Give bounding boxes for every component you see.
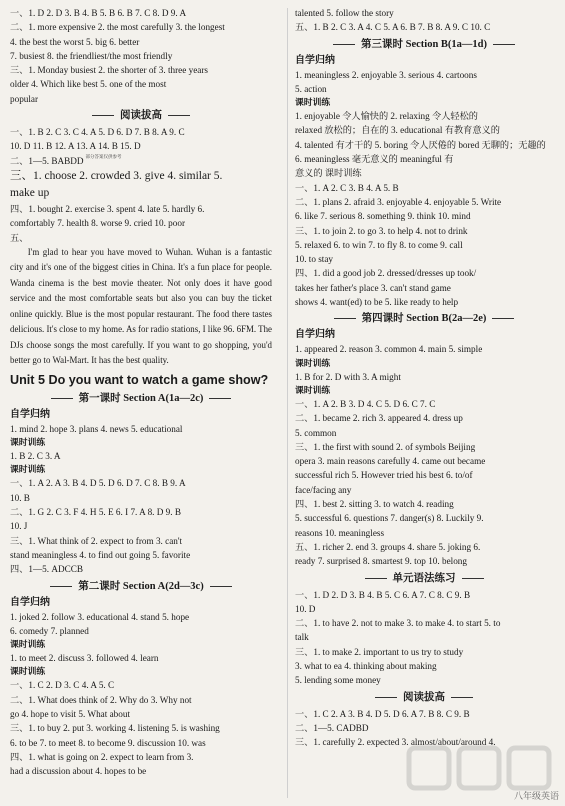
answer-line: 三、1. to make 2. important to us try to study — [295, 646, 464, 657]
answer-line: 二、1—5. CADBD — [295, 722, 369, 733]
answer-line: 二、1—5. BABDD 部分答案仅供参考 — [10, 153, 122, 166]
heading-rule — [462, 578, 484, 579]
answer-line: 三、1. to join 2. to go 3. to help 4. not to drink — [295, 225, 468, 236]
answer-line: 二、1. became 2. rich 3. appeared 4. dress up — [295, 413, 463, 424]
answer-line: 5. action — [295, 83, 327, 94]
answer-line: 4. the best the worst 5. big 6. better — [10, 36, 140, 47]
answer-line: 五、1. B 2. C 3. A 4. C 5. A 6. B 7. B 8. A 9. C 10. C — [295, 22, 491, 33]
answer-line: 5. relaxed 6. to win 7. to fly 8. to come 9. call — [295, 239, 463, 250]
left-column — [10, 6, 272, 779]
heading-rule — [493, 44, 515, 45]
self-study-label: 自学归纳 — [295, 54, 335, 66]
answer-line: 一、1. B 2. C 3. C 4. A 5. D 6. D 7. B 8. A 9. C — [10, 127, 185, 138]
answer-line: 三、1. the first with sound 2. of symbols Beijing — [295, 441, 476, 452]
answer-line: 三、1. What think of 2. expect to from 3. can't — [10, 535, 183, 546]
lesson-training-label: 课时训练 — [295, 97, 331, 108]
lesson-training-label: 课时训练 — [10, 639, 46, 650]
answer-line: 四、1. what is going on 2. expect to learn from 3. — [10, 751, 194, 762]
answer-line: go 4. hope to visit 5. What about — [10, 709, 131, 720]
answer-line: 三、1. to buy 2. put 3. working 4. listening 5. is washing — [10, 723, 220, 734]
answer-line: face/facing any — [295, 484, 352, 495]
heading-rule — [365, 578, 387, 579]
answer-line: talk — [295, 632, 309, 643]
writing-passage: I'm glad to hear you have moved to Wuhan. Wuhan is a fantastic city and it's one of the biggest cities in China. It's a fun place for people. Wanda cinema is the best movie theater. Not only does it have good service and the most comfortable seats but also you can buy the ticket online quickly. Blue is the most popular restaurant. The food there tastes delicious. It's close to my home. As for radio stations, I like 96. 6FM. The DJs choose songs the most carefully. If you want to go shopping, you'd better go to Wal-Mart. It has the best quality. — [10, 246, 272, 366]
answer-line: had a discussion about 4. hopes to be — [10, 766, 147, 777]
heading-rule — [492, 318, 514, 319]
heading-rule — [333, 44, 355, 45]
answer-line: 四、1. best 2. sitting 3. to watch 4. reading — [295, 499, 454, 510]
answer-line: talented 5. follow the story — [295, 8, 394, 18]
left-top-answers — [10, 6, 272, 106]
answer-line-large: 三、1. choose 2. crowded 3. give 4. similar 5. — [10, 169, 223, 182]
answer-line: opera 3. main reasons carefully 4. came out became — [295, 456, 486, 467]
answer-line: shows 4. want(ed) to be 5. like ready to help — [295, 297, 459, 308]
answer-line: 四、1—5. ADCCB — [10, 564, 83, 575]
answer-line: 二、1. What does think of 2. Why do 3. Why not — [10, 694, 192, 705]
answer-line: comfortably 7. health 8. worse 9. cried 10. poor — [10, 218, 186, 229]
section-heading-3: 第三课时 Section B(1a—1d) — [295, 36, 553, 53]
answer-line: 10. B — [10, 492, 30, 503]
answer-line: older 4. Which like best 5. one of the most — [10, 79, 167, 90]
heading-rule — [51, 398, 73, 399]
lesson-training-label: 课时训练 — [10, 437, 46, 448]
page-footer: 八年级英语 — [513, 791, 559, 801]
answer-line: 一、1. D 2. D 3. B 4. B 5. C 6. A 7. C 8. C 9. B — [295, 589, 471, 600]
answer-line: 7. busiest 8. the friendliest/the most friendly — [10, 50, 173, 61]
answer-line: 三、1. Monday busiest 2. the shorter of 3. three years — [10, 65, 208, 76]
answer-line: reasons 10. meaningless — [295, 527, 385, 538]
answer-line: takes her father's place 3. can't stand game — [295, 282, 451, 293]
answer-line: 四、1. bought 2. exercise 3. spent 4. late 5. hardly 6. — [10, 203, 205, 214]
heading-rule — [92, 115, 114, 116]
answer-line: 一、1. C 2. D 3. C 4. A 5. C — [10, 680, 115, 691]
answer-line: 10. J — [10, 521, 28, 532]
answer-line: 1. B for 2. D with 3. A might — [295, 371, 401, 382]
answer-line: 五、1. richer 2. end 3. groups 4. share 5. joking 6. — [295, 541, 481, 552]
answer-line: 一、1. A 2. C 3. B 4. A 5. B — [295, 182, 399, 193]
self-study-label: 自学归纳 — [10, 408, 50, 420]
lesson-training-label: 课时训练 — [295, 384, 331, 395]
answer-line: 5. successful 6. questions 7. danger(s) 8. Luckily 9. — [295, 513, 484, 524]
answer-line: 一、1. A 2. A 3. B 4. D 5. D 6. D 7. C 8. B 9. A — [10, 478, 186, 489]
answer-line: 1. enjoyable 令人愉快的 2. relaxing 令人轻松的 — [295, 111, 478, 122]
answer-line: 二、1. more expensive 2. the most carefully 3. the longest — [10, 22, 225, 33]
answer-line: relaxed 放松的；自在的 3. educational 有教育意义的 — [295, 125, 500, 136]
section-heading-1: 第一课时 Section A(1a—2c) — [10, 390, 272, 407]
answer-line: 1. mind 2. hope 3. plans 4. news 5. educational — [10, 423, 183, 434]
answer-line: 3. what to ea 4. thinking about making — [295, 660, 437, 671]
heading-rule — [209, 398, 231, 399]
answer-line: 一、1. D 2. D 3. B 4. B 5. B 6. B 7. C 8. D 9. A — [10, 8, 187, 18]
answer-line: 10. D — [295, 603, 316, 614]
heading-rule — [451, 697, 473, 698]
heading-rule — [210, 586, 232, 587]
answer-line: 1. appeared 2. reason 3. common 4. main 5. simple — [295, 344, 483, 355]
column-divider — [287, 8, 288, 798]
answer-line: 4. talented 有才干的 5. boring 令人厌倦的 bored 无聊的；无趣的 6. meaningless 毫无意义的 meaningful 有 — [295, 139, 546, 165]
answer-line: 6. like 7. serious 8. something 9. think 10. mind — [295, 211, 471, 222]
answer-line: successful rich 5. However tried his best 6. to/of — [295, 470, 473, 481]
self-study-label: 自学归纳 — [10, 596, 50, 608]
heading-rule — [375, 697, 397, 698]
answer-line: 1. to meet 2. discuss 3. followed 4. learn — [10, 653, 159, 664]
answer-line: stand meaningless 4. to find out going 5. favorite — [10, 549, 191, 560]
answer-line: 1. meaningless 2. enjoyable 3. serious 4. cartoons — [295, 69, 477, 80]
answer-line: 10. to stay — [295, 254, 334, 265]
lesson-training-label: 课时训练 — [10, 464, 46, 475]
answer-line: 1. B 2. C 3. A — [10, 451, 61, 462]
self-study-label: 自学归纳 — [295, 329, 335, 341]
answer-line: 一、1. A 2. B 3. D 4. C 5. D 6. C 7. C — [295, 398, 436, 409]
answer-line: 五、 — [10, 232, 29, 243]
answer-line: 6. to be 7. to meet 8. to become 9. discussion 10. was — [10, 737, 206, 748]
section-heading-reading-2: 阅读拔高 — [295, 689, 553, 706]
heading-rule — [334, 318, 356, 319]
heading-rule — [168, 115, 190, 116]
answer-line: 二、1. to have 2. not to make 3. to make 4. to start 5. to — [295, 618, 501, 629]
answer-line: 1. joked 2. follow 3. educational 4. stand 5. hope — [10, 611, 190, 622]
heading-rule — [50, 586, 72, 587]
answer-line-large: make up — [10, 186, 50, 199]
answer-line: 10. D 11. B 12. A 13. A 14. B 15. D — [10, 141, 141, 152]
answer-line: 6. comedy 7. planned — [10, 625, 89, 636]
section-heading-2: 第二课时 Section A(2d—3c) — [10, 578, 272, 595]
section-heading-grammar: 单元语法练习 — [295, 570, 553, 587]
answer-line: 三、1. carefully 2. expected 3. almost/about/around 4. — [295, 737, 496, 748]
section-heading-reading: 阅读拔高 — [10, 107, 272, 124]
answer-line: 四、1. did a good job 2. dressed/dresses up took/ — [295, 268, 477, 279]
answer-line: 二、1. plans 2. afraid 3. enjoyable 4. enjoyable 5. Write — [295, 196, 502, 207]
answer-line: 意义的 课时训练 — [295, 168, 362, 179]
answer-line: 二、1. G 2. C 3. F 4. H 5. E 6. I 7. A 8. D 9. B — [10, 507, 181, 518]
lesson-training-label: 课时训练 — [295, 357, 331, 368]
section-heading-4: 第四课时 Section B(2a—2e) — [295, 310, 553, 327]
answer-line: popular — [10, 93, 39, 104]
reference-note: 部分答案仅供参考 — [85, 153, 122, 159]
lesson-training-label: 课时训练 — [10, 666, 46, 677]
right-column — [295, 6, 553, 749]
answer-line: 5. lending some money — [295, 675, 381, 686]
answer-line: ready 7. surprised 8. smartest 9. top 10. belong — [295, 556, 467, 567]
answer-line: 5. common — [295, 427, 337, 438]
answer-line: 一、1. C 2. A 3. B 4. D 5. D 6. A 7. B 8. C 9. B — [295, 708, 470, 719]
unit-title: Unit 5 Do you want to watch a game show? — [10, 372, 269, 387]
